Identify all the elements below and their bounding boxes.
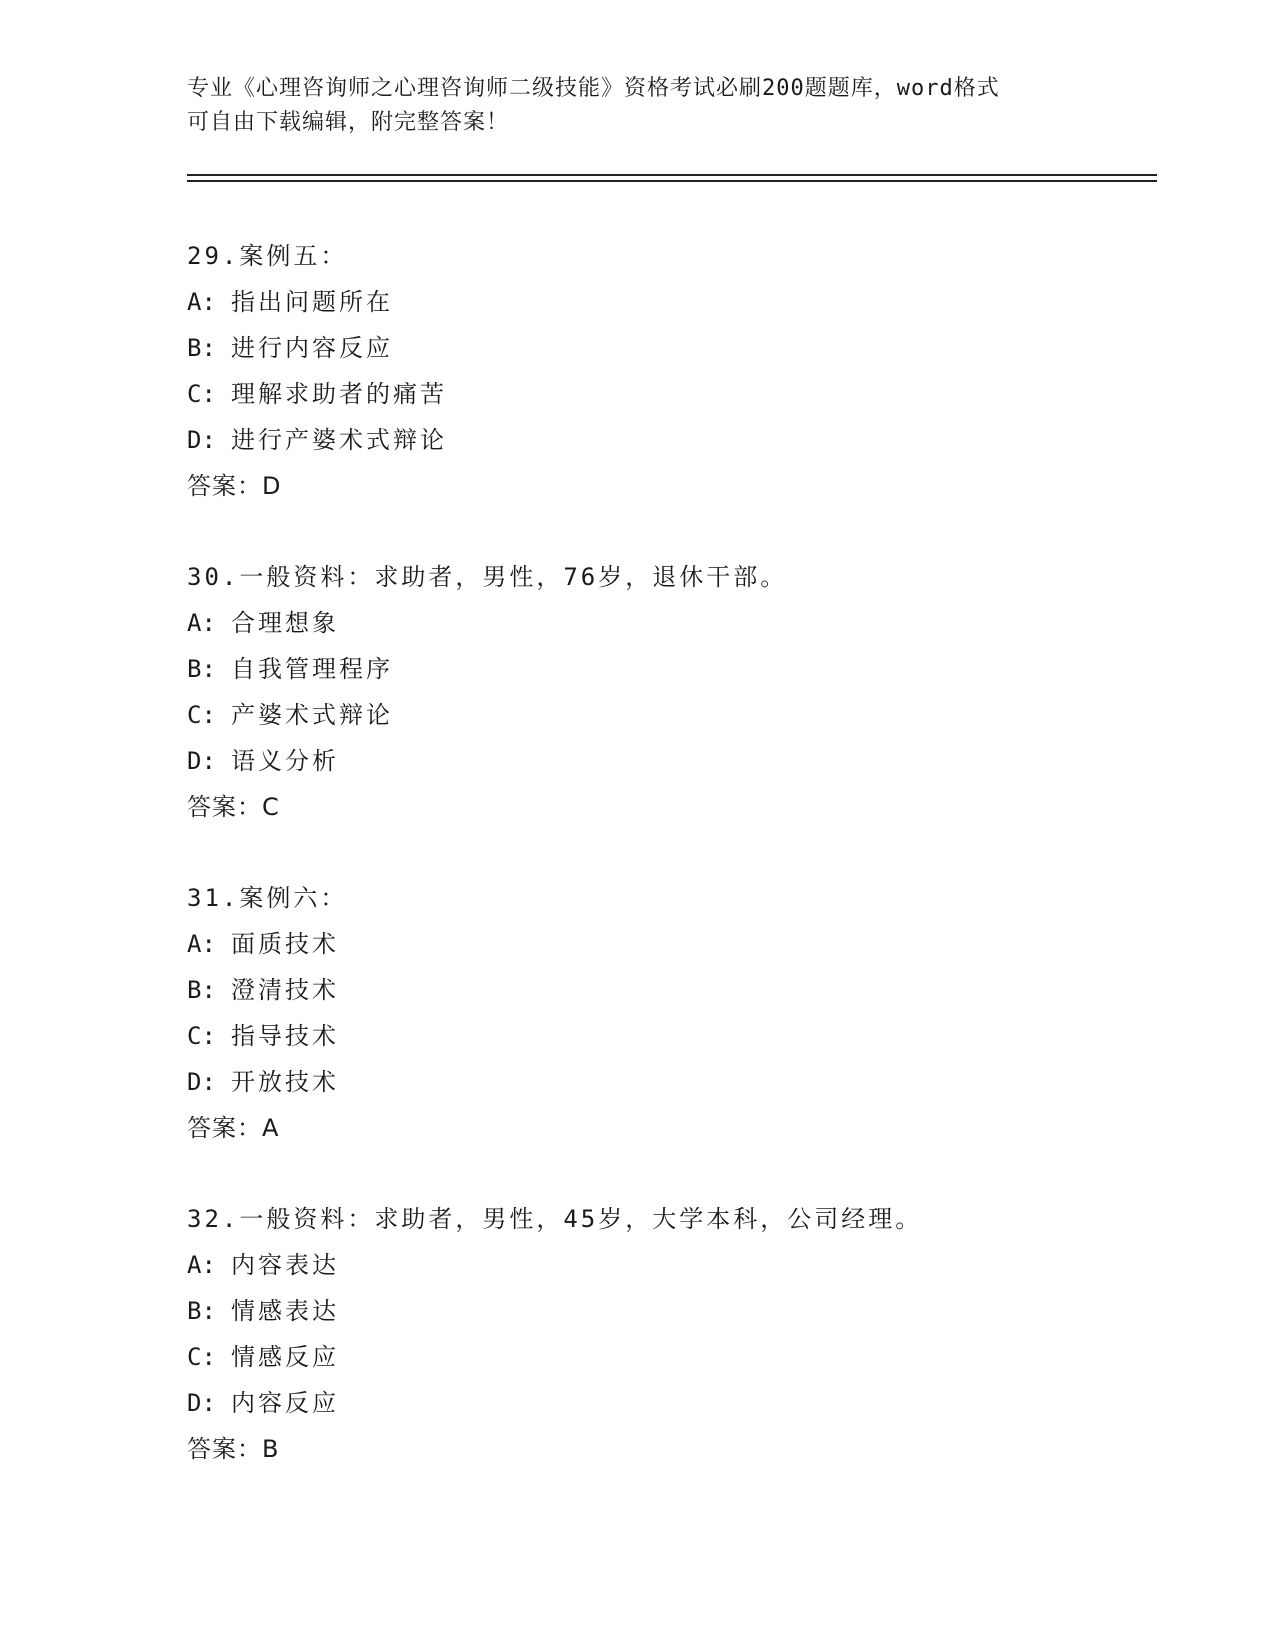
option-d (187, 1380, 1167, 1426)
option-key: A: (187, 288, 216, 316)
option-key: C: (187, 701, 216, 729)
option-key: B: (187, 334, 216, 362)
header-divider-top (187, 174, 1157, 176)
header-divider-bottom (187, 180, 1157, 182)
question-32 (187, 1196, 1167, 1472)
option-text: 产婆术式辩论 (231, 701, 393, 729)
option-text: 面质技术 (231, 930, 339, 958)
answer: 答案：C (187, 793, 280, 821)
option-text: 内容表达 (231, 1251, 339, 1279)
option-text: 内容反应 (231, 1389, 339, 1417)
option-key: B: (187, 655, 216, 683)
option-key: D: (187, 1068, 216, 1096)
option-a (187, 1242, 1167, 1288)
option-b (187, 646, 1167, 692)
question-31 (187, 875, 1167, 1151)
option-key: A: (187, 609, 216, 637)
option-text: 指出问题所在 (231, 288, 393, 316)
option-c (187, 1013, 1167, 1059)
option-text: 情感表达 (231, 1297, 339, 1325)
option-key: C: (187, 1343, 216, 1371)
option-d (187, 1059, 1167, 1105)
option-key: A: (187, 1251, 216, 1279)
option-text: 开放技术 (231, 1068, 339, 1096)
question-stem: 31.案例六： (187, 884, 348, 912)
question-stem: 29.案例五： (187, 242, 348, 270)
option-key: C: (187, 380, 216, 408)
option-key: C: (187, 1022, 216, 1050)
option-text: 进行内容反应 (231, 334, 393, 362)
option-c (187, 371, 1167, 417)
answer: 答案：A (187, 1114, 280, 1142)
option-key: A: (187, 930, 216, 958)
option-key: D: (187, 426, 216, 454)
option-a (187, 921, 1167, 967)
question-list (187, 233, 1167, 1517)
option-b (187, 1288, 1167, 1334)
option-b (187, 325, 1167, 371)
option-d (187, 738, 1167, 784)
option-d (187, 417, 1167, 463)
answer: 答案：D (187, 472, 282, 500)
document-header (187, 72, 1087, 140)
question-30 (187, 554, 1167, 830)
option-text: 理解求助者的痛苦 (231, 380, 447, 408)
header-line-1: 专业《心理咨询师之心理咨询师二级技能》资格考试必刷200题题库，word格式 (187, 76, 1000, 101)
question-29 (187, 233, 1167, 509)
option-a (187, 279, 1167, 325)
option-text: 澄清技术 (231, 976, 339, 1004)
option-key: B: (187, 1297, 216, 1325)
option-c (187, 692, 1167, 738)
option-a (187, 600, 1167, 646)
option-text: 指导技术 (231, 1022, 339, 1050)
option-text: 语义分析 (231, 747, 339, 775)
answer: 答案：B (187, 1435, 280, 1463)
option-text: 合理想象 (231, 609, 339, 637)
header-line-2: 可自由下载编辑，附完整答案！ (187, 110, 510, 135)
option-text: 情感反应 (231, 1343, 339, 1371)
option-key: D: (187, 747, 216, 775)
option-text: 自我管理程序 (231, 655, 393, 683)
question-stem: 30.一般资料：求助者，男性，76岁，退休干部。 (187, 563, 788, 591)
question-stem: 32.一般资料：求助者，男性，45岁，大学本科，公司经理。 (187, 1205, 923, 1233)
option-b (187, 967, 1167, 1013)
option-key: B: (187, 976, 216, 1004)
option-text: 进行产婆术式辩论 (231, 426, 447, 454)
option-key: D: (187, 1389, 216, 1417)
option-c (187, 1334, 1167, 1380)
